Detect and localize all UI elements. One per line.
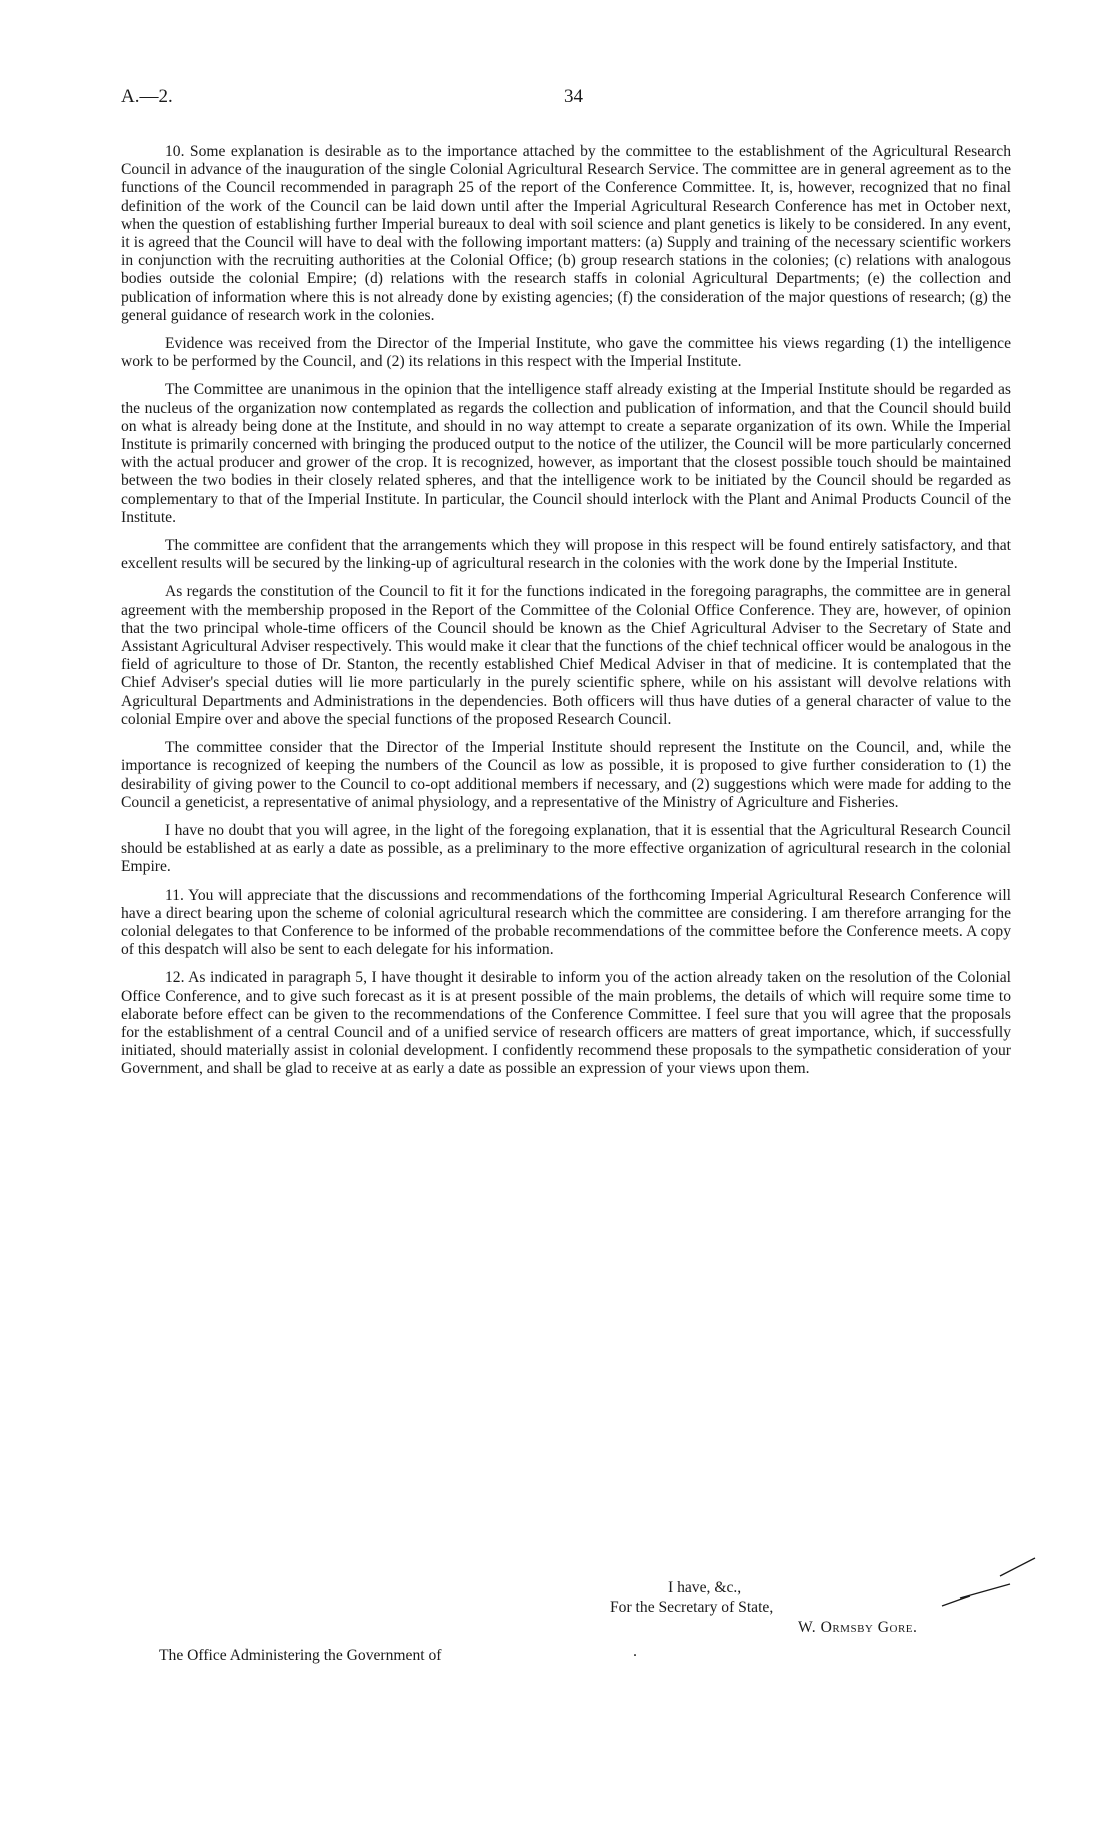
paragraph-committee-confident: The committee are confident that the arrangements which they will propose in this respect will be found entirely satisfactory, and that excellent results will be secured by the linking-up of agricultural research in the colonies with the work done by the Imperial Institute. (121, 537, 1011, 573)
paragraph-constitution: As regards the constitution of the Council to fit it for the functions indicated in the foregoing paragraphs, the committee are in general agreement with the membership proposed in the Report of the Committee of the Colonial Office Conference. They are, however, of opinion that the two principal whole-time officers of the Council should be known as the Chief Agricultural Adviser to the Secretary of State and Assistant Agricultural Adviser respectively. This would make it clear that the functions of the chief technical officer would be analogous in the field of agriculture to those of Dr. Stanton, the recently established Chief Medical Adviser in that of medicine. It is contemplated that the Chief Adviser's special duties will lie more particularly in the purely scientific sphere, while on his assistant will devolve relations with Agricultural Departments and Administrations in the dependencies. Both officers will thus have duties of a general character of value to the colonial Empire over and above the special functions of the proposed Research Council. (121, 583, 1011, 728)
page-number: 34 (564, 86, 583, 107)
page-header (0, 86, 1114, 116)
addressee-line: The Office Administering the Government of (159, 1647, 442, 1664)
paragraph-10: 10. Some explanation is desirable as to the importance attached by the committee to the establishment of the Agricultural Research Council in advance of the inauguration of the single Colonial Agricultural Research Service. The committee are in general agreement as to the functions of the Council recommended in paragraph 25 of the report of the Conference Committee. It, is, however, recognized that no final definition of the work of the Council can be laid down until after the Imperial Agricultural Research Conference has met in October next, when the question of establishing further Imperial bureaux to deal with soil science and plant genetics is likely to be considered. In any event, it is agreed that the Council will have to deal with the following important matters: (a) Supply and training of the necessary scientific workers in conjunction with the recruiting authorities at the Colonial Office; (b) group research stations in the colonies; (c) relations with analogous bodies outside the colonial Empire; (d) relations with the research staffs in colonial Agricultural Departments; (e) the collection and publication of information where this is not already done by existing agencies; (f) the consideration of the major questions of research; (g) the general guidance of research work in the colonies. (121, 143, 1011, 324)
closing-salutation: I have, &c., (668, 1579, 742, 1596)
paragraph-committee-unanimous: The Committee are unanimous in the opinion that the intelligence staff already existing at the Imperial Institute should be regarded as the nucleus of the organization now contemplated as regards the collection and publication of information, and that the Council should build on what is already being done at the Institute, and should in no way attempt to create a separate organization of its own. While the Imperial Institute is primarily concerned with bringing the produced output to the notice of the utilizer, the Council will be more particularly concerned with the actual producer and grower of the crop. It is recognized, however, as important that the closest possible touch should be maintained between the two bodies in their closely related spheres, and that the intelligence work to be initiated by the Council should be regarded as complementary to that of the Imperial Institute. In particular, the Council should interlock with the Plant and Animal Products Council of the Institute. (121, 381, 1011, 526)
dot-mark: . (633, 1643, 637, 1660)
document-body (121, 143, 1011, 1089)
signature-name: W. Ormsby Gore. (798, 1619, 918, 1636)
document-reference: A.—2. (121, 86, 173, 107)
paragraph-no-doubt: I have no doubt that you will agree, in the light of the foregoing explanation, that it is essential that the Agricultural Research Council should be established at as early a date as possible, as a preliminary to the more effective organization of agricultural research in the colonial Empire. (121, 821, 1011, 876)
closing-for-secretary: For the Secretary of State, (610, 1599, 774, 1616)
paragraph-11: 11. You will appreciate that the discussions and recommendations of the forthcoming Imperial Agricultural Research Conference will have a direct bearing upon the scheme of colonial agricultural research which the committee are considering. I am therefore arranging for the colonial delegates to that Conference to be informed of the probable recommendations of the committee before the Conference meets. A copy of this despatch will also be sent to each delegate for his information. (121, 886, 1011, 959)
signature-flourish-icon (940, 1556, 1040, 1616)
paragraph-12: 12. As indicated in paragraph 5, I have thought it desirable to inform you of the action already taken on the resolution of the Colonial Office Conference, and to give such forecast as it is at present possible of the main problems, the details of which will require some time to elaborate before effect can be given to the recommendations of the Conference Committee. I feel sure that you will agree that the proposals for the establishment of a central Council and of a unified service of research officers are matters of great importance, which, if successfully initiated, should materially assist in colonial development. I confidently recommend these proposals to the sympathetic consideration of your Government, and shall be glad to receive at as early a date as possible an expression of your views upon them. (121, 969, 1011, 1078)
paragraph-committee-consider: The committee consider that the Director of the Imperial Institute should represent the Institute on the Council, and, while the importance is recognized of keeping the numbers of the Council as low as possible, it is proposed to give further consideration to (1) the desirability of giving power to the Council to co-opt additional members if necessary, and (2) suggestions which were made for adding to the Council a geneticist, a representative of animal physiology, and a representative of the Ministry of Agriculture and Fisheries. (121, 739, 1011, 811)
paragraph-evidence: Evidence was received from the Director of the Imperial Institute, who gave the committee his views regarding (1) the intelligence work to be performed by the Council, and (2) its relations in this respect with the Imperial Institute. (121, 335, 1011, 371)
